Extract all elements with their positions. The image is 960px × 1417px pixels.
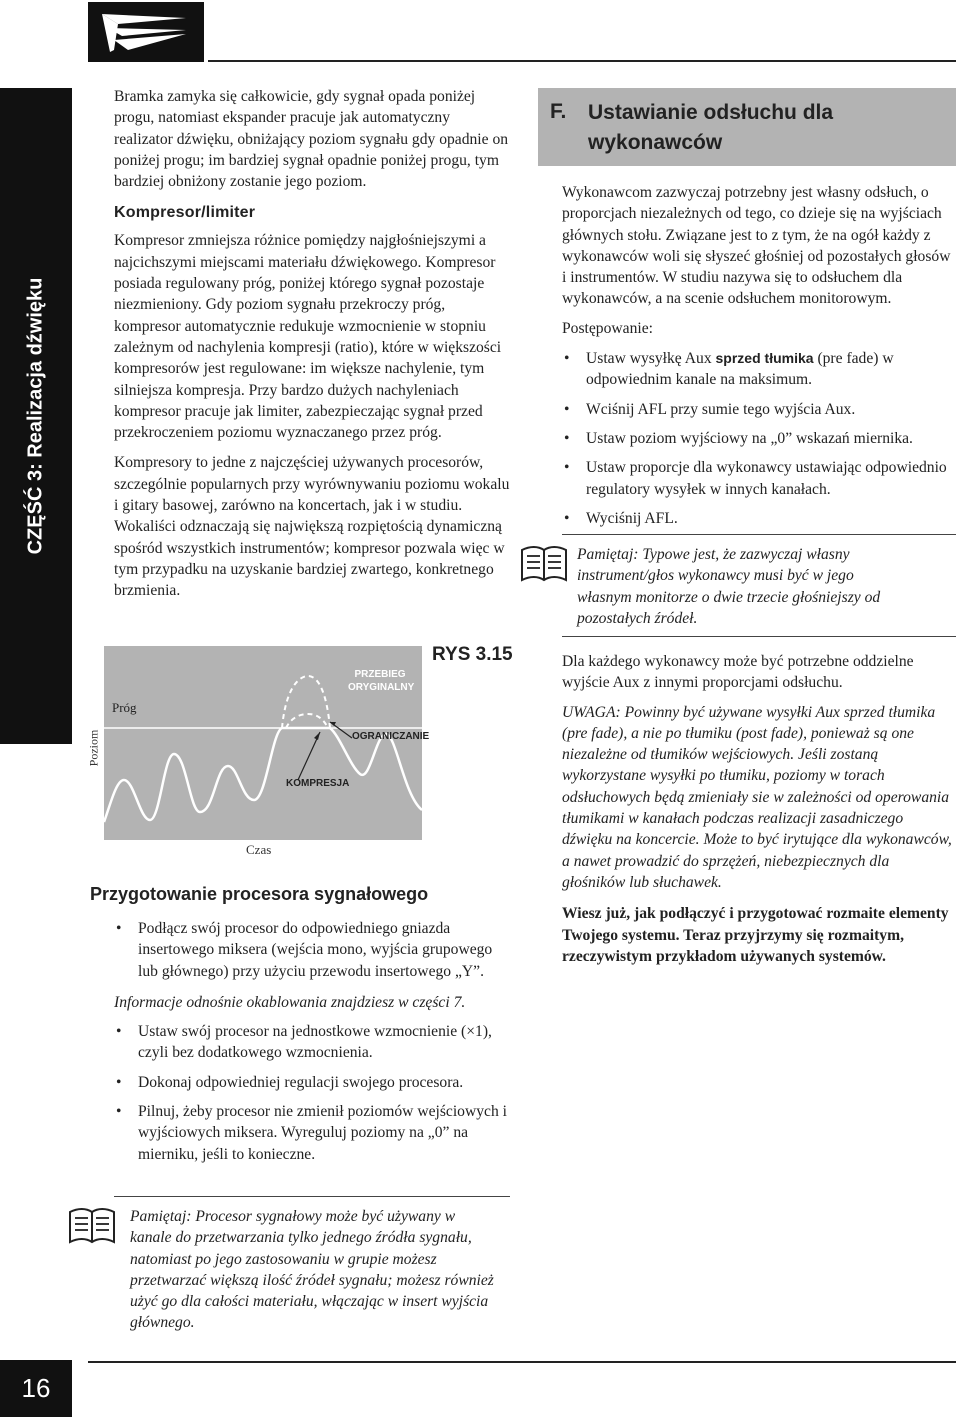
overshoot-label-line-2: ORYGINALNY (348, 682, 415, 693)
section-letter: F. (550, 100, 567, 123)
procedure-label: Postępowanie: (562, 319, 653, 337)
figure-label: RYS 3.15 (432, 644, 513, 665)
intro-paragraph: Bramka zamyka się całkowicie, gdy sygnał opada poniżej progu, natomiast ekspander pracuje jak automatyczny realizator dźwięku, obniżający poziom sygnału gdy opadnie on poniżej progu; im bardziej sygnał opadnie poniżej progu, tym bardziej obniżony zostanie jego poziom. (114, 88, 509, 191)
figure-x-axis-label: Czas (246, 842, 272, 857)
footer-rule (88, 1361, 956, 1363)
figure-threshold-label: Próg (112, 700, 137, 715)
list-item: • Wyciśnij AFL. (562, 508, 956, 529)
right-column (562, 182, 956, 529)
processor-prep-heading: Przygotowanie procesora sygnałowego (90, 884, 429, 904)
processor-tip: Pamiętaj: Procesor sygnałowy może być używany w kanale do przetwarzania tylko jednego źródła sygnału, natomiast po jego zastosowaniu w grupie możesz przetwarzać większą ilość źródeł sygnału; możesz również użyć go dla całości materiału, włączając w insert wyjścia głównego. (130, 1208, 494, 1332)
book-icon (68, 1206, 116, 1246)
prep-bullets-1 (114, 918, 510, 982)
right-tip-divider-bottom (562, 636, 956, 637)
figure-overshoot-label (348, 668, 415, 694)
list-item: • Dokonaj odpowiedniej regulacji swojego procesora. (114, 1072, 510, 1093)
logo-emblem-icon (88, 2, 204, 62)
bullet-text-post: (pre fade) w odpowiednim kanale na maksimum. (586, 350, 894, 389)
processor-prep-body (114, 918, 510, 1165)
list-item (562, 348, 956, 391)
procedure-bullets (562, 348, 956, 529)
list-item: • Pilnuj, żeby procesor nie zmienił poziomów wejściowych i wyjściowych miksera. Wyreguluj poziomy na „0” na mierniku, jeśli to konieczne. (114, 1101, 510, 1165)
section-title (588, 98, 833, 158)
kompresor-paragraph-1: Kompresor zmniejsza różnice pomiędzy najgłośniejszymi a najcichszymi miejscami materiału dźwiękowego. Kompresor posiada regulowany próg, poniżej którego sygnał pozostaje niezmieniony. Gdy poziom sygnału przekroczy próg, kompresor automatycznie redukuje wzmocnienie w stopniu zależnym od nachylenia kompresji (ratio), które w większości kompresorów jest regulowane: im większe nachylenie, tym silniejsza kompresja. Przy bardzo dużych nachyleniach kompresor pracuje jak limiter, zabezpieczając sygnał przed przekroczeniem poziomu wyznaczanego przez próg. (114, 232, 502, 442)
kompresor-heading: Kompresor/limiter (114, 204, 256, 222)
list-item: • Ustaw swój procesor na jednostkowe wzmocnienie (×1), czyli bez dodatkowego wzmocnienia. (114, 1021, 510, 1064)
section-sidebar (0, 88, 72, 744)
overshoot-label-line-1: PRZEBIEG (354, 669, 406, 680)
monitor-tip: Pamiętaj: Typowe jest, że zazwyczaj własny instrument/głos wykonawcy musi być w jego własnym monitorze o dwie trzecie głośniejszy od pozostałych źródeł. (577, 546, 881, 627)
figure-y-axis-label: Poziom (86, 729, 101, 767)
list-item: • Ustaw proporcje dla wykonawcy ustawiając odpowiednio regulatory wysyłek w innych kanałach. (562, 457, 956, 500)
warning-paragraph: UWAGA: Powinny być używane wysyłki Aux sprzed tłumika (pre fade), a nie po tłumiku (post fade), ponieważ są one niezależne od tłumików wejściowych. Jeśli zostaną wykorzystane wysyłki po tłumiku, poziomy w torach odsłuchowych będą zmieniały sie w zależności od operowania tłumikami w kanałach podczas realizacji zasadniczego dźwięku na koncercie. Może to być irytujące dla wykonawców, a nawet prowadzić do sprzężeń, niebezpiecznych dla głośników lub słuchawek. (562, 703, 952, 891)
cabling-info-note: Informacje odnośnie okablowania znajdziesz w części 7. (114, 993, 466, 1011)
sidebar-section-label: CZĘŚĆ 3: Realizacja dźwięku (24, 277, 47, 555)
page-number: 16 (0, 1360, 72, 1417)
figure-limit-label: OGRANICZANIE (352, 731, 430, 742)
header-rule (208, 60, 956, 62)
list-item: • Podłącz swój procesor do odpowiedniego gniazda insertowego miksera (wejścia mono, wyjścia grupowego lub głównego) przy użyciu przewodu insertowego „Y”. (114, 918, 510, 982)
monitoring-intro: Wykonawcom zazwyczaj potrzebny jest własny odsłuch, o proporcjach niezależnych od tego, co dzieje się na wyjściach głównych stołu. Związane jest to z tym, że na ogół każdy z wykonawców woli się słyszeć głośniej od pozostałych głosów i instrumentów. W studiu nazywa się to odsłuchem dla wykonawców, a na scenie odsłuchem monitorowym. (562, 184, 951, 308)
kompresor-paragraph-2: Kompresory to jedne z najczęściej używanych procesorów, szczególnie popularnych przy wyrównywaniu poziomu wokalu i gitary basowej, zarówno na koncertach, jak i w studiu. Wokaliści odznaczają się największą rozpiętością dynamiczną spośród wszystkich instrumentów; kompresor pozwala więc w tym przypadku na uzyskanie bardziej zwartego, konkretnego brzmienia. (114, 454, 510, 600)
left-column (114, 86, 510, 602)
right-column-lower (562, 651, 956, 968)
section-title-line-1: Ustawianie odsłuchu dla (588, 101, 834, 124)
aux-paragraph: Dla każdego wykonawcy może być potrzebne oddzielne wyjście Aux z innymi proporcjami odsłuchu. (562, 653, 914, 692)
bullet-text-pre: Ustaw wysyłkę Aux (586, 350, 716, 368)
list-item: • Wciśnij AFL przy sumie tego wyjścia Aux. (562, 399, 956, 420)
book-icon (520, 544, 568, 584)
logo (88, 2, 204, 62)
section-f-header (538, 88, 956, 166)
prep-bullets-2 (114, 1021, 510, 1165)
section-title-line-2: wykonawców (588, 131, 723, 154)
tip-divider (114, 1196, 510, 1197)
list-item: • Ustaw poziom wyjściowy na „0” wskazań miernika. (562, 428, 956, 449)
figure-compress-label: KOMPRESJA (286, 778, 350, 789)
right-tip-divider-top (562, 534, 956, 535)
conclusion-paragraph: Wiesz już, jak podłączyć i przygotować rozmaite elementy Twojego systemu. Teraz przyjrzymy się rozmaitym, rzeczywistym przykładom używanych systemów. (562, 905, 949, 966)
bullet-text-bold: sprzed tłumika (715, 350, 814, 367)
